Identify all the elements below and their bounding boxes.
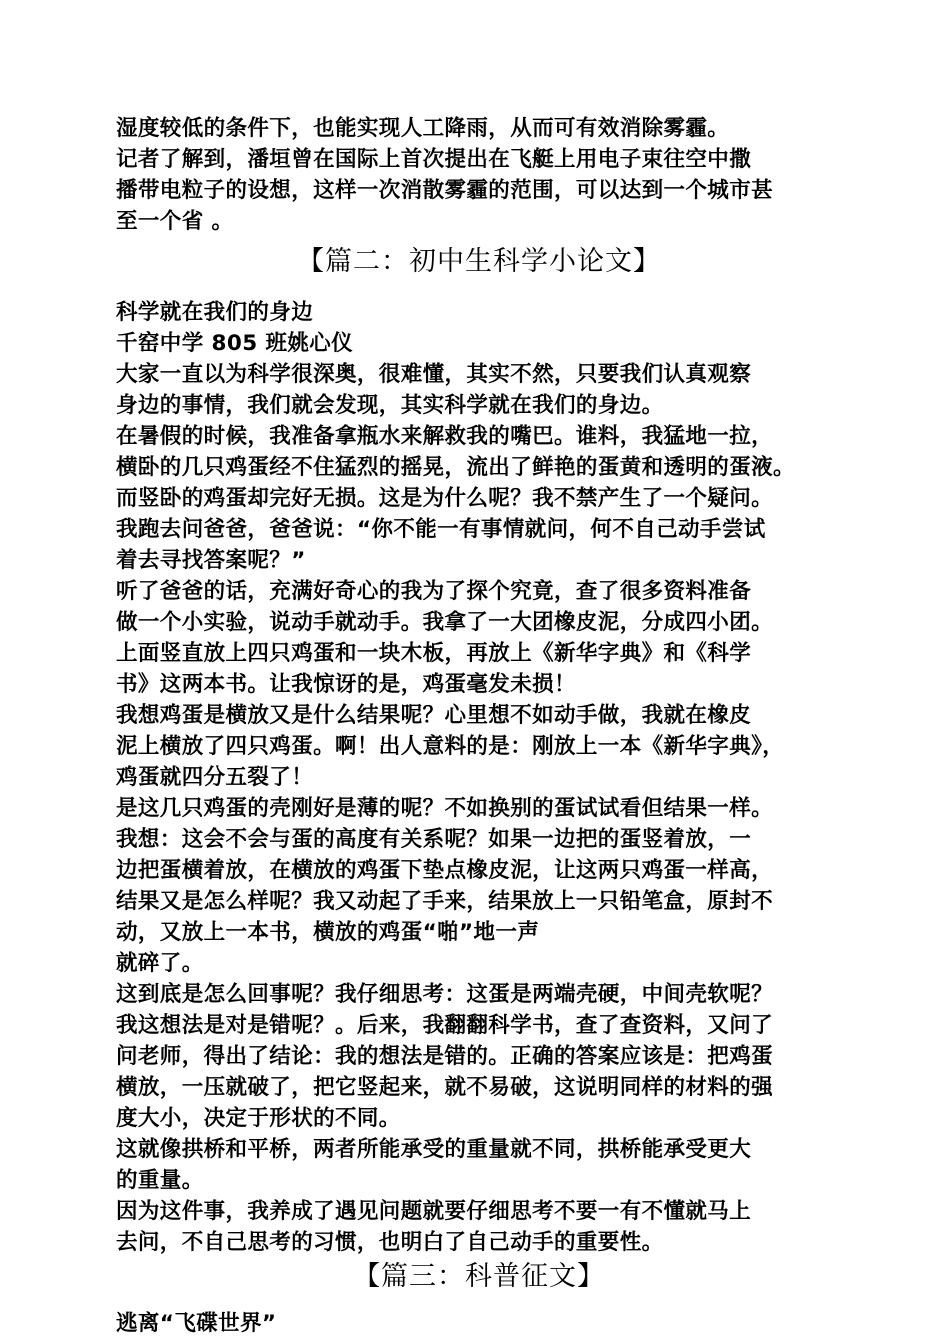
text-line: 记者了解到，潘垣曾在国际上首次提出在飞艇上用电子束往空中撒 <box>116 147 752 172</box>
intro-paragraph <box>116 113 842 237</box>
text-line: 湿度较低的条件下，也能实现人工降雨，从而可有效消除雾霾。 <box>116 116 730 141</box>
text-line: 大家一直以为科学很深奥，很难懂，其实不然，只要我们认真观察 <box>116 362 752 387</box>
text-line: 做一个小实验，说动手就动手。我拿了一大团橡皮泥，分成四小团。 <box>116 610 774 635</box>
text-line: 横放，一压就破了，把它竖起来，就不易破，这说明同样的材料的强 <box>116 1075 774 1100</box>
text-line: 我想鸡蛋是横放又是什么结果呢？心里想不如动手做，我就在橡皮 <box>116 703 752 728</box>
text-line: 我想：这会不会与蛋的高度有关系呢？如果一边把的蛋竖着放，一 <box>116 827 752 852</box>
essay-title: 逃离“飞碟世界” <box>116 1311 277 1336</box>
text-line: 听了爸爸的话，充满好奇心的我为了探个究竟，查了很多资料准备 <box>116 579 752 604</box>
text-line: 上面竖直放上四只鸡蛋和一块木板，再放上《新华字典》和《科学 <box>116 641 752 666</box>
text-line: 的重量。 <box>116 1168 204 1193</box>
text-line: 度大小，决定于形状的不同。 <box>116 1106 401 1131</box>
text-line: 去问，不自己思考的习惯，也明白了自己动手的重要性。 <box>116 1230 664 1255</box>
essay-section-3 <box>116 1308 842 1339</box>
essay-title: 科学就在我们的身边 <box>116 300 314 325</box>
text-line: 我这想法是对是错呢？。后来，我翻翻科学书，查了查资料，又问了 <box>116 1013 774 1038</box>
text-line: 边把蛋横着放，在横放的鸡蛋下垫点橡皮泥，让这两只鸡蛋一样高， <box>116 858 774 883</box>
text-line: 结果又是怎么样呢？我又动起了手来，结果放上一只铅笔盒，原封不 <box>116 889 774 914</box>
text-line: 在暑假的时候，我准备拿瓶水来解救我的嘴巴。谁料，我猛地一拉， <box>116 424 774 449</box>
text-line: 问老师，得出了结论：我的想法是错的。正确的答案应该是：把鸡蛋 <box>116 1044 774 1069</box>
text-line: 鸡蛋就四分五裂了！ <box>116 765 314 790</box>
section-heading: 【篇二：初中生科学小论文】 <box>297 246 661 277</box>
text-line: 这就像拱桥和平桥，两者所能承受的重量就不同，拱桥能承受更大 <box>116 1137 752 1162</box>
text-line: 泥上横放了四只鸡蛋。啊！出人意料的是：刚放上一本《新华字典》， <box>116 734 785 759</box>
document-page <box>116 113 842 1339</box>
essay-section-2 <box>116 297 842 1258</box>
section-heading: 【篇三：科普征文】 <box>353 1261 605 1292</box>
text-line: 因为这件事，我养成了遇见问题就要仔细思考不要一有不懂就马上 <box>116 1199 752 1224</box>
text-line: 这到底是怎么回事呢？我仔细思考：这蛋是两端壳硬，中间壳软呢？ <box>116 982 774 1007</box>
text-line: 是这几只鸡蛋的壳刚好是薄的呢？不如换别的蛋试试看但结果一样。 <box>116 796 774 821</box>
text-line: 横卧的几只鸡蛋经不住猛烈的摇晃，流出了鲜艳的蛋黄和透明的蛋液。 <box>116 455 795 480</box>
text-line: 播带电粒子的设想，这样一次消散雾霾的范围，可以达到一个城市甚 <box>116 178 774 203</box>
text-line: 身边的事情，我们就会发现，其实科学就在我们的身边。 <box>116 393 664 418</box>
essay-author: 千窑中学 805 班姚心仪 <box>116 331 354 356</box>
text-line: 着去寻找答案呢？” <box>116 548 306 573</box>
text-line: 书》这两本书。让我惊讶的是，鸡蛋毫发未损！ <box>116 672 576 697</box>
text-line: 就碎了。 <box>116 951 204 976</box>
text-line: 我跑去问爸爸，爸爸说：“你不能一有事情就问，何不自己动手尝试 <box>116 517 766 542</box>
text-line: 而竖卧的鸡蛋却完好无损。这是为什么呢？我不禁产生了一个疑问。 <box>116 486 774 511</box>
text-line: 动，又放上一本书，横放的鸡蛋“啪”地一声 <box>116 920 540 945</box>
text-line: 至一个省 。 <box>116 209 234 234</box>
